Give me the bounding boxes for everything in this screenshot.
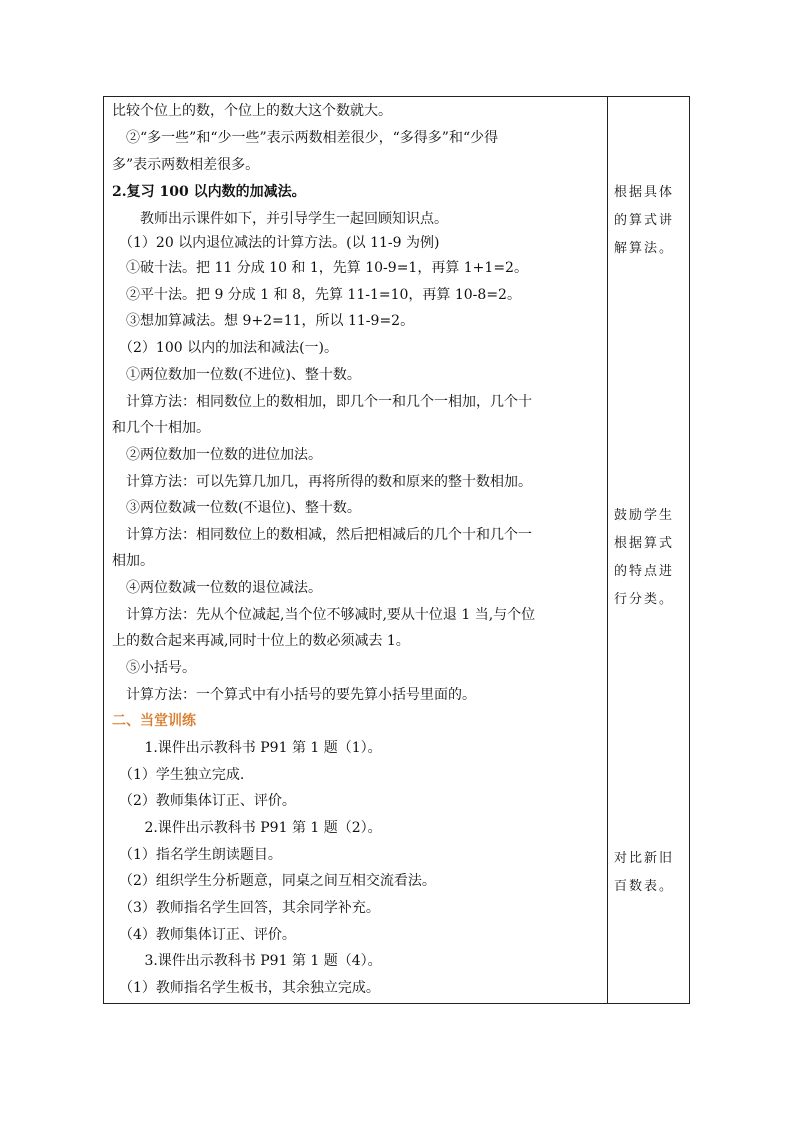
text-line: ①破十法。把 11 分成 10 和 1，先算 10-9=1，再算 1+1=2。 bbox=[112, 260, 528, 276]
text-line: 1.课件出示教科书 P91 第 1 题（1）。 bbox=[112, 740, 382, 756]
text-line: （2）100 以内的加法和减法(一)。 bbox=[112, 340, 339, 356]
side-note-line: 根据算式 bbox=[614, 536, 675, 551]
side-note-2 bbox=[614, 502, 688, 614]
text-line: （3）教师指名学生回答，其余同学补充。 bbox=[112, 900, 380, 916]
text-line: （2）组织学生分析题意，同桌之间互相交流看法。 bbox=[112, 873, 436, 889]
text-line: 相加。 bbox=[112, 553, 154, 569]
side-note-3 bbox=[614, 845, 688, 901]
text-line: （1）20 以内退位减法的计算方法。(以 11-9 为例) bbox=[112, 235, 440, 251]
column-divider bbox=[607, 97, 608, 1003]
text-line: ①两位数加一位数(不进位)、整十数。 bbox=[112, 367, 361, 383]
subsection-heading: 2.复习 100 以内数的加减法。 bbox=[112, 184, 306, 200]
text-line: （1）教师指名学生板书，其余独立完成。 bbox=[112, 980, 380, 996]
text-line: （1）学生独立完成. bbox=[112, 767, 245, 783]
text-line: ③两位数减一位数(不退位)、整十数。 bbox=[112, 500, 361, 516]
main-content-column bbox=[104, 97, 607, 1003]
text-line: 教师出示课件如下，并引导学生一起回顾知识点。 bbox=[112, 211, 448, 227]
side-note-line: 百数表。 bbox=[614, 879, 675, 894]
side-note-line: 鼓励学生 bbox=[614, 508, 675, 523]
text-line: （1）指名学生朗读题目。 bbox=[112, 847, 282, 863]
text-line: （4）教师集体订正、评价。 bbox=[112, 927, 296, 943]
text-line: 3.课件出示教科书 P91 第 1 题（4）。 bbox=[112, 953, 382, 969]
text-line: 比较个位上的数，个位上的数大这个数就大。 bbox=[112, 103, 392, 119]
text-line: 计算方法：先从个位减起,当个位不够减时,要从十位退 1 当,与个位 bbox=[112, 607, 536, 623]
side-note-1 bbox=[614, 179, 688, 263]
text-line: ⑤小括号。 bbox=[112, 660, 196, 676]
lesson-plan-table bbox=[103, 96, 690, 1004]
side-note-line: 对比新旧 bbox=[614, 851, 675, 866]
text-line: ②平十法。把 9 分成 1 和 8，先算 11-1=10，再算 10-8=2。 bbox=[112, 287, 521, 303]
text-line: ③想加算减法。想 9+2=11，所以 11-9=2。 bbox=[112, 313, 415, 329]
side-note-line: 的算式讲 bbox=[614, 213, 675, 228]
text-line: ②两位数加一位数的进位加法。 bbox=[112, 447, 322, 463]
text-line: 计算方法：一个算式中有小括号的要先算小括号里面的。 bbox=[112, 687, 476, 703]
side-note-line: 的特点进 bbox=[614, 564, 675, 579]
text-line: 和几个十相加。 bbox=[112, 420, 210, 436]
text-line: 计算方法：相同数位上的数相减，然后把相减后的几个十和几个一 bbox=[112, 527, 532, 543]
side-note-line: 行分类。 bbox=[614, 592, 675, 607]
text-line: （2）教师集体订正、评价。 bbox=[112, 793, 296, 809]
side-note-line: 根据具体 bbox=[614, 185, 675, 200]
text-line: 计算方法：可以先算几加几，再将所得的数和原来的整十数相加。 bbox=[112, 474, 532, 490]
side-note-line: 解算法。 bbox=[614, 241, 675, 256]
text-line: 计算方法：相同数位上的数相加，即几个一和几个一相加，几个十 bbox=[112, 394, 532, 410]
text-line: 多”表示两数相差很多。 bbox=[112, 157, 260, 173]
text-line: 上的数合起来再减,同时十位上的数必须减去 1。 bbox=[112, 633, 410, 649]
text-line: ②“多一些”和“少一些”表示两数相差很少，“多得多”和“少得 bbox=[112, 130, 499, 146]
text-line: ④两位数减一位数的退位减法。 bbox=[112, 580, 322, 596]
text-line: 2.课件出示教科书 P91 第 1 题（2）。 bbox=[112, 820, 382, 836]
section-heading: 二、当堂训练 bbox=[112, 713, 196, 729]
